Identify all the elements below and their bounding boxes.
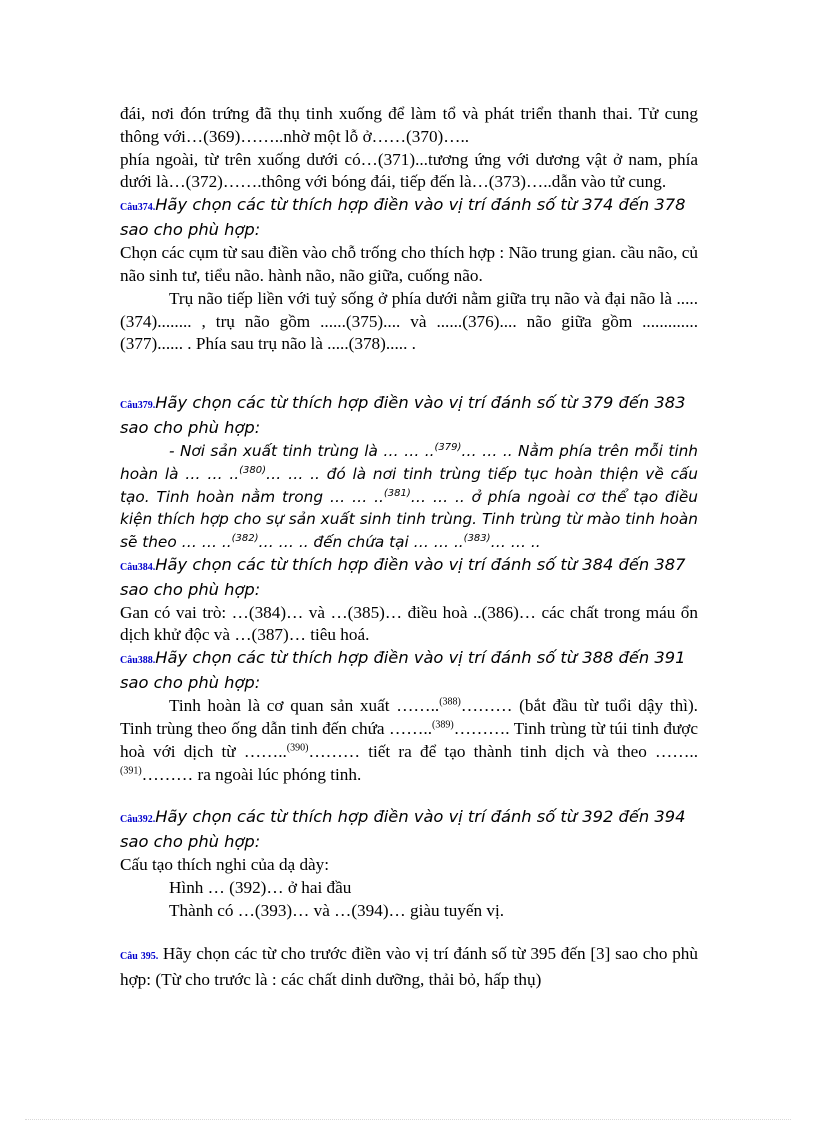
question-379-body [120, 440, 698, 554]
text-segment: ……… (bắt đầu từ tuổi dậy thì). Tinh trùng theo ống dẫn tinh đến chứa …….. [120, 696, 698, 739]
question-number: Câu388. [120, 655, 156, 667]
text-segment: … … .. đến chứa tại … … .. [258, 532, 464, 551]
question-379-heading [120, 392, 698, 440]
spacer [120, 923, 698, 943]
question-prompt: Hãy chọn các từ thích hợp điền vào vị trí đánh số từ 379 đến 383 sao cho phù hợp: [120, 393, 686, 438]
question-388-body [120, 695, 698, 786]
question-374-body [120, 288, 698, 356]
question-392-line-2: Hình … (392)… ở hai đầu [169, 878, 352, 898]
question-388-heading [120, 647, 698, 695]
page-bottom-divider [25, 1119, 791, 1120]
blank-number: (380) [239, 464, 267, 476]
text-segment: … … .. đó là nơi tinh trùng tiếp tục hoàn thiện về cấu tạo. Tinh hoàn nằm trong … … .. [120, 464, 699, 506]
question-prompt: Hãy chọn các từ thích hợp điền vào vị trí đánh số từ 388 đến 391 sao cho phù hợp: [120, 648, 686, 693]
question-384-heading [120, 554, 698, 602]
question-392-line-1: Cấu tạo thích nghi của dạ dày: [120, 855, 330, 875]
question-prompt: Hãy chọn các từ thích hợp điền vào vị trí đánh số từ 374 đến 378 sao cho phù hợp: [120, 195, 686, 240]
question-395 [120, 943, 698, 992]
question-395-text: Hãy chọn các từ cho trước điền vào vị trí đánh số từ 395 đến [3] sao cho phù hợp: (Từ cho trước là : các chất dinh dưỡng, thải bỏ, hấp thụ) [120, 943, 698, 989]
intro-paragraph-1: đái, nơi đón trứng đã thụ tinh xuống để làm tổ và phát triển thanh thai. Tử cung thông với…(369)……..nhờ một lỗ ở……(370)….. [120, 104, 698, 146]
text-segment: ………. Tinh trùng từ túi tinh được hoà với dịch từ …….. [120, 719, 698, 761]
question-prompt: Hãy chọn các từ thích hợp điền vào vị trí đánh số từ 384 đến 387 sao cho phù hợp: [120, 554, 686, 599]
question-number: Câu 395. [120, 950, 159, 962]
blank-number: (382) [231, 532, 259, 544]
question-number: Câu379. [120, 400, 156, 412]
question-374-heading [120, 194, 698, 242]
text-segment: … … .. ở phía ngoài cơ thể tạo điều kiện thích hợp cho sự sản xuất sinh tinh trùng. Tinh trùng từ mào tinh hoàn sẽ theo … … .. [120, 487, 698, 551]
question-number: Câu384. [120, 561, 156, 573]
question-392-heading [120, 806, 698, 854]
text-segment: ……… tiết ra để tạo thành tinh dịch và theo …….. [308, 741, 698, 761]
text-segment: Tinh hoàn là cơ quan sản xuất …….. [169, 696, 440, 716]
blank-number: (379) [434, 442, 462, 454]
blank-number: (391) [120, 764, 142, 776]
question-374-instruction: Chọn các cụm từ sau điền vào chỗ trống cho thích hợp : Não trung gian. cầu não, củ não sinh tư, tiểu não. hành não, não giữa, cuống não. [120, 243, 698, 285]
blank-number: (390) [286, 742, 309, 754]
spacer [120, 356, 698, 392]
question-392-line-3: Thành có …(393)… và …(394)… giàu tuyến vị. [169, 901, 505, 921]
question-number: Câu392. [120, 814, 156, 826]
question-number: Câu374. [120, 202, 156, 214]
blank-number: (383) [463, 532, 491, 544]
question-374-text: Trụ não tiếp liền với tuỷ sống ở phía dưới nằm giữa trụ não và đại não là .....(374)........ , trụ não gồm ......(375).... và ......(376).... não giữa gồm .............(377)...... . Phía sau trụ não là .....(378)..... . [120, 288, 698, 354]
question-prompt: Hãy chọn các từ thích hợp điền vào vị trí đánh số từ 392 đến 394 sao cho phù hợp: [120, 807, 686, 852]
document-page [120, 103, 698, 991]
blank-number: (388) [439, 696, 461, 708]
spacer [120, 786, 698, 806]
blank-number: (389) [432, 719, 454, 731]
blank-number: (381) [383, 487, 411, 499]
text-segment: ……… ra ngoài lúc phóng tinh. [141, 764, 362, 784]
text-segment: … … .. [490, 532, 541, 551]
text-segment: - Nơi sản xuất tinh trùng là … … .. [169, 442, 435, 461]
text-segment: … … .. Nằm phía trên mỗi tinh hoàn là … … .. [120, 442, 698, 483]
question-384-body: Gan có vai trò: …(384)… và …(385)… điều hoà ..(386)… các chất trong máu ổn dịch khử độc và …(387)… tiêu hoá. [120, 602, 698, 645]
intro-paragraph-2: phía ngoài, từ trên xuống dưới có…(371)...tương ứng với dương vật ở nam, phía dưới là…(372)…….thông với bóng đái, tiếp đến là…(373)…..dẫn vào tử cung. [120, 149, 698, 192]
